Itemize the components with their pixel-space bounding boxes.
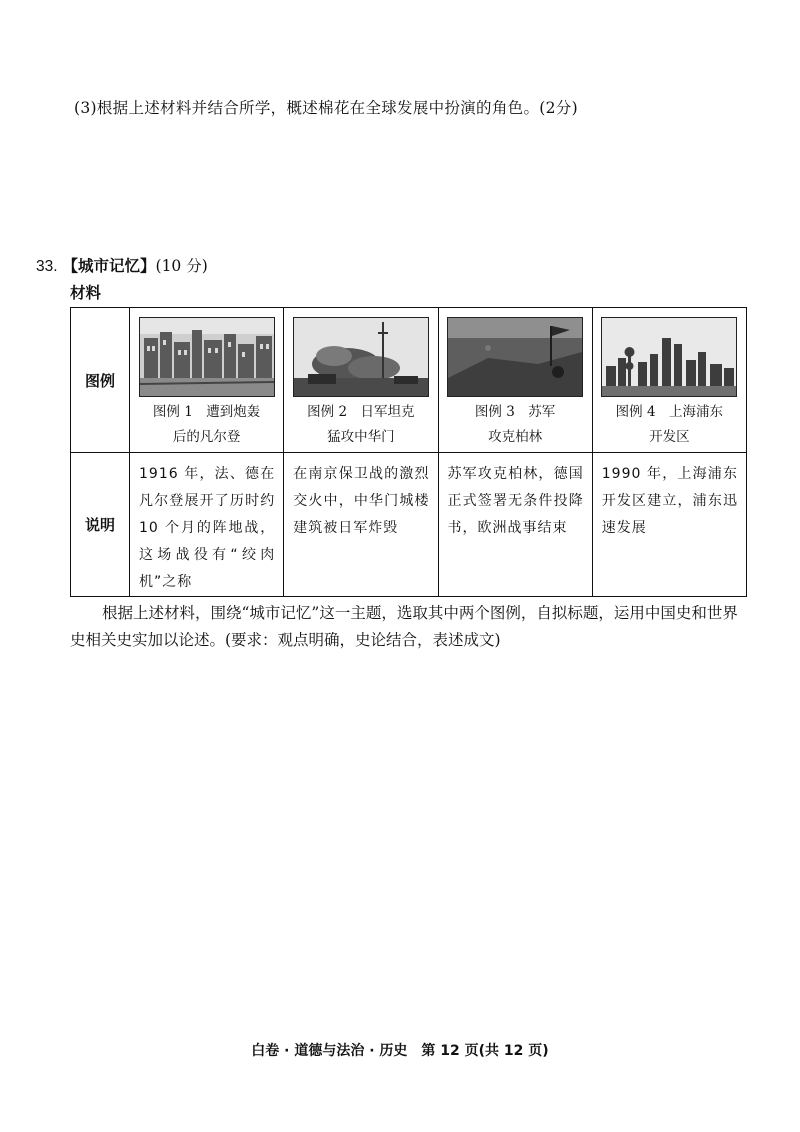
- material-table: [70, 307, 747, 597]
- figure-cell-4: [592, 308, 746, 453]
- skyline-photo: [601, 317, 737, 397]
- figure-caption-2: 图例 2 日军坦克 猛攻中华门: [307, 404, 415, 445]
- page-footer: 白卷 · 道德与法治 · 历史 第 12 页(共 12 页): [251, 1043, 549, 1059]
- description-cell-1: 1916 年，法、德在凡尔登展开了历时约 10 个月的阵地战，这场战役有“绞肉机”之称: [130, 453, 284, 597]
- question-number: 33.: [36, 258, 58, 275]
- reichstag-flag-photo: [447, 317, 583, 397]
- question-33-heading: [36, 254, 208, 276]
- question-points: (10 分): [155, 257, 208, 275]
- battle-smoke-photo: [293, 317, 429, 397]
- description-cell-3: 苏军攻克柏林，德国正式签署无条件投降书，欧洲战事结束: [438, 453, 592, 597]
- figure-cell-2: [284, 308, 438, 453]
- description-cell-2: 在南京保卫战的激烈交火中，中华门城楼建筑被日军炸毁: [284, 453, 438, 597]
- descriptions-row: [71, 453, 747, 597]
- description-cell-4: 1990 年，上海浦东开发区建立，浦东迅速发展: [592, 453, 746, 597]
- figures-row: [71, 308, 747, 453]
- question-title: 【城市记忆】: [62, 256, 156, 275]
- figure-caption-1: 图例 1 遭到炮轰 后的凡尔登: [152, 404, 261, 445]
- figure-cell-1: [130, 308, 284, 453]
- figure-caption-3: 图例 3 苏军 攻克柏林: [474, 404, 556, 445]
- figure-cell-3: [438, 308, 592, 453]
- task-instructions: 根据上述材料，围绕“城市记忆”这一主题，选取其中两个图例，自拟标题，运用中国史和世界史相关史实加以论述。(要求：观点明确，史论结合，表述成文): [70, 604, 738, 649]
- row-header-figures: 图例: [71, 308, 130, 453]
- figure-caption-4: 图例 4 上海浦东 开发区: [615, 404, 724, 445]
- material-label: 材料: [70, 283, 102, 302]
- row-header-descriptions: 说明: [71, 453, 130, 597]
- question-3-text: (3)根据上述材料并结合所学，概述棉花在全球发展中扮演的角色。(2分): [74, 99, 578, 117]
- ruined-town-photo: [139, 317, 275, 397]
